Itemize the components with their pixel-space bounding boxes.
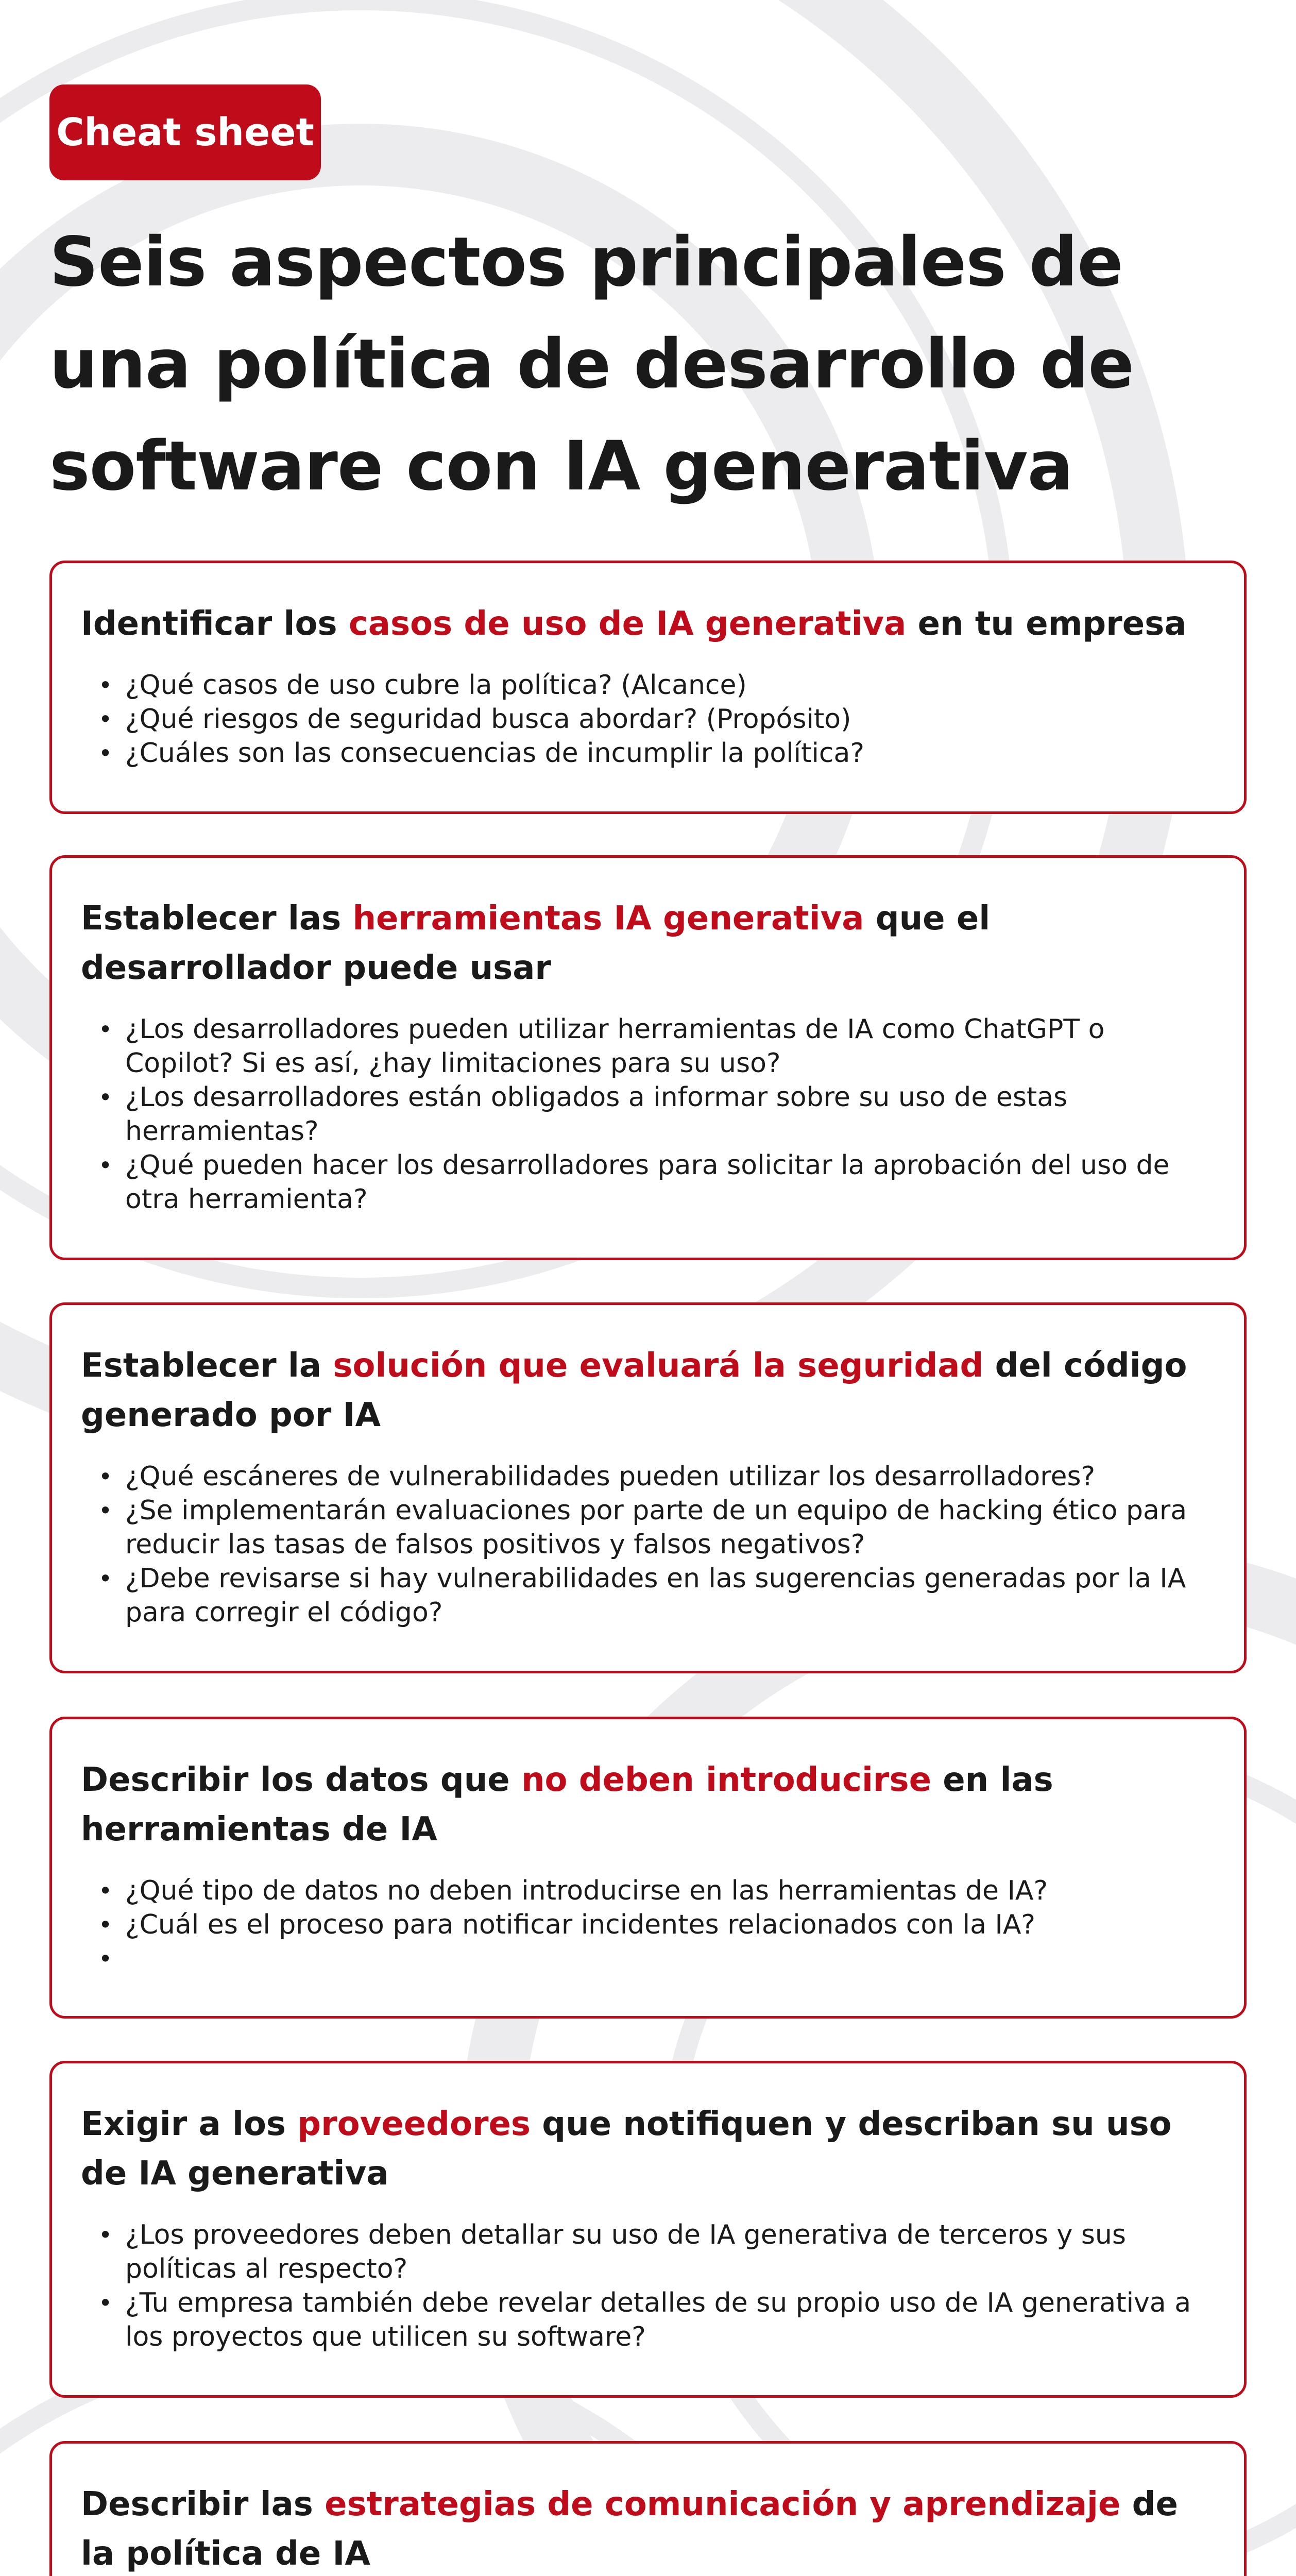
section-heading-highlight: no deben introducirse (521, 1761, 931, 1799)
cheat-sheet-badge: Cheat sheet (49, 84, 321, 180)
list-item: • ¿Qué casos de uso cubre la política? (Alcance) (125, 668, 1215, 702)
question-list (81, 1012, 1215, 1216)
question-list (81, 668, 1215, 770)
section-heading: Describir las estrategias de comunicación y aprendizaje de la política de IA (81, 2485, 1178, 2573)
section-heading: Exigir a los proveedores que notifiquen y describan su uso de IA generativa (81, 2105, 1172, 2193)
list-item: • ¿Cuáles son las consecuencias de incumplir la política? (125, 736, 1215, 770)
question-list (81, 1460, 1215, 1630)
section-heading: Establecer la solución que evaluará la seguridad del código generado por IA (81, 1347, 1187, 1434)
section-heading-highlight: herramientas IA generativa (352, 900, 864, 938)
section-card-communication (49, 2441, 1247, 2576)
list-item: • ¿Qué pueden hacer los desarrolladores para solicitar la aprobación del uso de otra herramienta? (125, 1148, 1215, 1216)
list-item: • ¿Los desarrolladores pueden utilizar herramientas de IA como ChatGPT o Copilot? Si es así, ¿hay limitaciones para su uso? (125, 1012, 1215, 1080)
section-card-tools (49, 855, 1247, 1260)
list-item: • ¿Qué escáneres de vulnerabilidades pueden utilizar los desarrolladores? (125, 1460, 1215, 1494)
list-item: • ¿Los proveedores deben detallar su uso de IA generativa de terceros y sus políticas al respecto? (125, 2218, 1215, 2286)
list-item: • ¿Tu empresa también debe revelar detalles de su propio uso de IA generativa a los proyectos que utilicen su software? (125, 2286, 1215, 2354)
list-item: • ¿Debe revisarse si hay vulnerabilidades en las sugerencias generadas por la IA para corregir el código? (125, 1562, 1215, 1630)
section-heading-highlight: solución que evaluará la seguridad (333, 1347, 984, 1385)
list-item: • ¿Los desarrolladores están obligados a informar sobre su uso de estas herramientas? (125, 1080, 1215, 1148)
section-heading: Identificar los casos de uso de IA generativa en tu empresa (81, 605, 1187, 643)
list-item: • ¿Qué tipo de datos no deben introducirse en las herramientas de IA? (125, 1874, 1215, 1908)
list-item (125, 1942, 1215, 1976)
question-list (81, 2218, 1215, 2354)
list-item: • ¿Qué riesgos de seguridad busca abordar? (Propósito) (125, 702, 1215, 736)
section-heading-highlight: estrategias de comunicación y aprendizaje (325, 2485, 1121, 2523)
section-heading-highlight: casos de uso de IA generativa (348, 605, 907, 643)
section-card-use-cases (49, 561, 1247, 814)
page-title: Seis aspectos principales de una política de desarrollo de software con IA generativa (49, 223, 1134, 506)
section-heading: Establecer las herramientas IA generativa que el desarrollador puede usar (81, 900, 991, 987)
section-card-security-solution (49, 1302, 1247, 1673)
section-heading-highlight: proveedores (297, 2105, 531, 2143)
section-card-restricted-data (49, 1717, 1247, 2019)
section-card-providers (49, 2061, 1247, 2398)
list-item: • ¿Se implementarán evaluaciones por parte de un equipo de hacking ético para reducir las tasas de falsos positivos y falsos negativos? (125, 1494, 1215, 1562)
list-item: • ¿Cuál es el proceso para notificar incidentes relacionados con la IA? (125, 1908, 1215, 1942)
section-heading: Describir los datos que no deben introducirse en las herramientas de IA (81, 1761, 1053, 1849)
question-list (81, 1874, 1215, 1976)
